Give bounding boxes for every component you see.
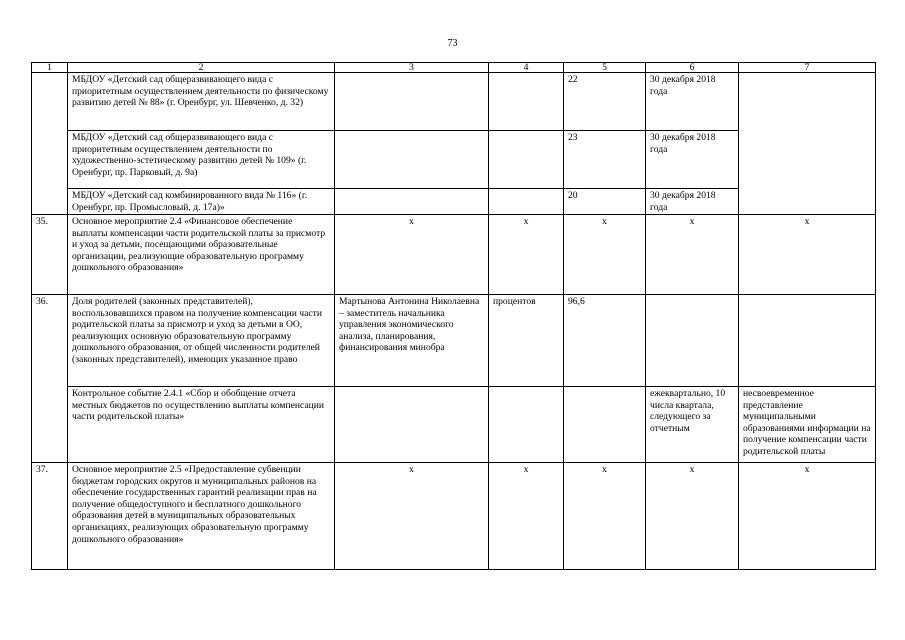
responsible-cell bbox=[335, 189, 489, 215]
measure-cell: МБДОУ «Детский сад общеразвивающего вида с приоритетным осуществлением деятельности по физическому развитию детей № 88» (г. Оренбург, ул. Шевченко, д. 32) bbox=[68, 73, 335, 131]
responsible-cell: Мартынова Антонина Николаевна – заместитель начальника управления экономического анализа, планирования, финансирования минобра bbox=[335, 295, 489, 387]
row-number-cell bbox=[32, 73, 68, 131]
responsible-cell: х bbox=[335, 215, 489, 295]
row-number-cell bbox=[32, 189, 68, 215]
header-cell: 7 bbox=[739, 63, 876, 73]
measure-cell: Основное мероприятие 2.4 «Финансовое обеспечение выплаты компенсации части родительской платы за присмотр и уход за детьми, посещающими образовательные организации, реализующие образовательную программу дошкольного образования» bbox=[68, 215, 335, 295]
measure-cell: МБДОУ «Детский сад комбинированного вида № 116» (г. Оренбург, пр. Промысловый, д. 17а)» bbox=[68, 189, 335, 215]
table-row bbox=[32, 215, 876, 295]
risk-cell bbox=[739, 73, 876, 131]
value-cell: 96,6 bbox=[564, 295, 646, 387]
responsible-cell bbox=[335, 131, 489, 189]
plan-table bbox=[31, 62, 876, 570]
responsible-cell bbox=[335, 73, 489, 131]
measure-cell: МБДОУ «Детский сад общеразвивающего вида с приоритетным осуществлением деятельности по художественно-эстетическому развитию детей № 109» (г. Оренбург, пр. Парковый, д. 9а) bbox=[68, 131, 335, 189]
value-cell: х bbox=[564, 463, 646, 570]
risk-cell bbox=[739, 189, 876, 215]
unit-cell: х bbox=[489, 463, 564, 570]
header-cell: 3 bbox=[335, 63, 489, 73]
responsible-cell: х bbox=[335, 463, 489, 570]
table-row bbox=[32, 387, 876, 463]
risk-cell: х bbox=[739, 463, 876, 570]
measure-cell: Основное мероприятие 2.5 «Предоставление субвенции бюджетам городских округов и муниципальных районов на обеспечение государственных гарантий реализации прав на получение общедоступного и бесплатного дошкольного образования детей в муниципальных образовательных организациях, реализующих образовательную программу дошкольного образования» bbox=[68, 463, 335, 570]
header-cell: 4 bbox=[489, 63, 564, 73]
deadline-cell: х bbox=[646, 215, 739, 295]
deadline-cell bbox=[646, 295, 739, 387]
deadline-cell: ежеквартально, 10 числа квартала, следующего за отчетным bbox=[646, 387, 739, 463]
unit-cell bbox=[489, 73, 564, 131]
risk-cell bbox=[739, 295, 876, 387]
value-cell: х bbox=[564, 215, 646, 295]
page-number: 73 bbox=[447, 38, 458, 49]
table-row bbox=[32, 295, 876, 387]
table-row bbox=[32, 73, 876, 131]
row-number-cell: 35. bbox=[32, 215, 68, 295]
row-number-cell: 37. bbox=[32, 463, 68, 570]
value-cell: 22 bbox=[564, 73, 646, 131]
deadline-cell: 30 декабря 2018 года bbox=[646, 131, 739, 189]
header-cell: 1 bbox=[32, 63, 68, 73]
unit-cell bbox=[489, 189, 564, 215]
risk-cell bbox=[739, 131, 876, 189]
table-row bbox=[32, 189, 876, 215]
header-row bbox=[32, 63, 876, 73]
deadline-cell: 30 декабря 2018 года bbox=[646, 189, 739, 215]
measure-cell: Доля родителей (законных представителей), воспользовавшихся правом на получение компенсации части родительской платы за присмотр и уход за детьми в ОО, реализующих основную образовательную программу дошкольного образования, от общей численности родителей (законных представителей), имеющих указанное право bbox=[68, 295, 335, 387]
measure-cell: Контрольное событие 2.4.1 «Сбор и обобщение отчета местных бюджетов по осуществлению выплаты компенсации части родительской платы» bbox=[68, 387, 335, 463]
row-number-cell: 36. bbox=[32, 295, 68, 387]
header-cell: 6 bbox=[646, 63, 739, 73]
row-number-cell bbox=[32, 387, 68, 463]
value-cell bbox=[564, 387, 646, 463]
header-cell: 2 bbox=[68, 63, 335, 73]
row-number-cell bbox=[32, 131, 68, 189]
value-cell: 20 bbox=[564, 189, 646, 215]
deadline-cell: х bbox=[646, 463, 739, 570]
risk-cell: х bbox=[739, 215, 876, 295]
unit-cell bbox=[489, 387, 564, 463]
deadline-cell: 30 декабря 2018 года bbox=[646, 73, 739, 131]
unit-cell bbox=[489, 131, 564, 189]
header-cell: 5 bbox=[564, 63, 646, 73]
table-row bbox=[32, 131, 876, 189]
responsible-cell bbox=[335, 387, 489, 463]
value-cell: 23 bbox=[564, 131, 646, 189]
risk-cell: несвоевременное представление муниципальными образованиями информации на получение компенсации части родительской платы bbox=[739, 387, 876, 463]
table-row bbox=[32, 463, 876, 570]
unit-cell: процентов bbox=[489, 295, 564, 387]
unit-cell: х bbox=[489, 215, 564, 295]
